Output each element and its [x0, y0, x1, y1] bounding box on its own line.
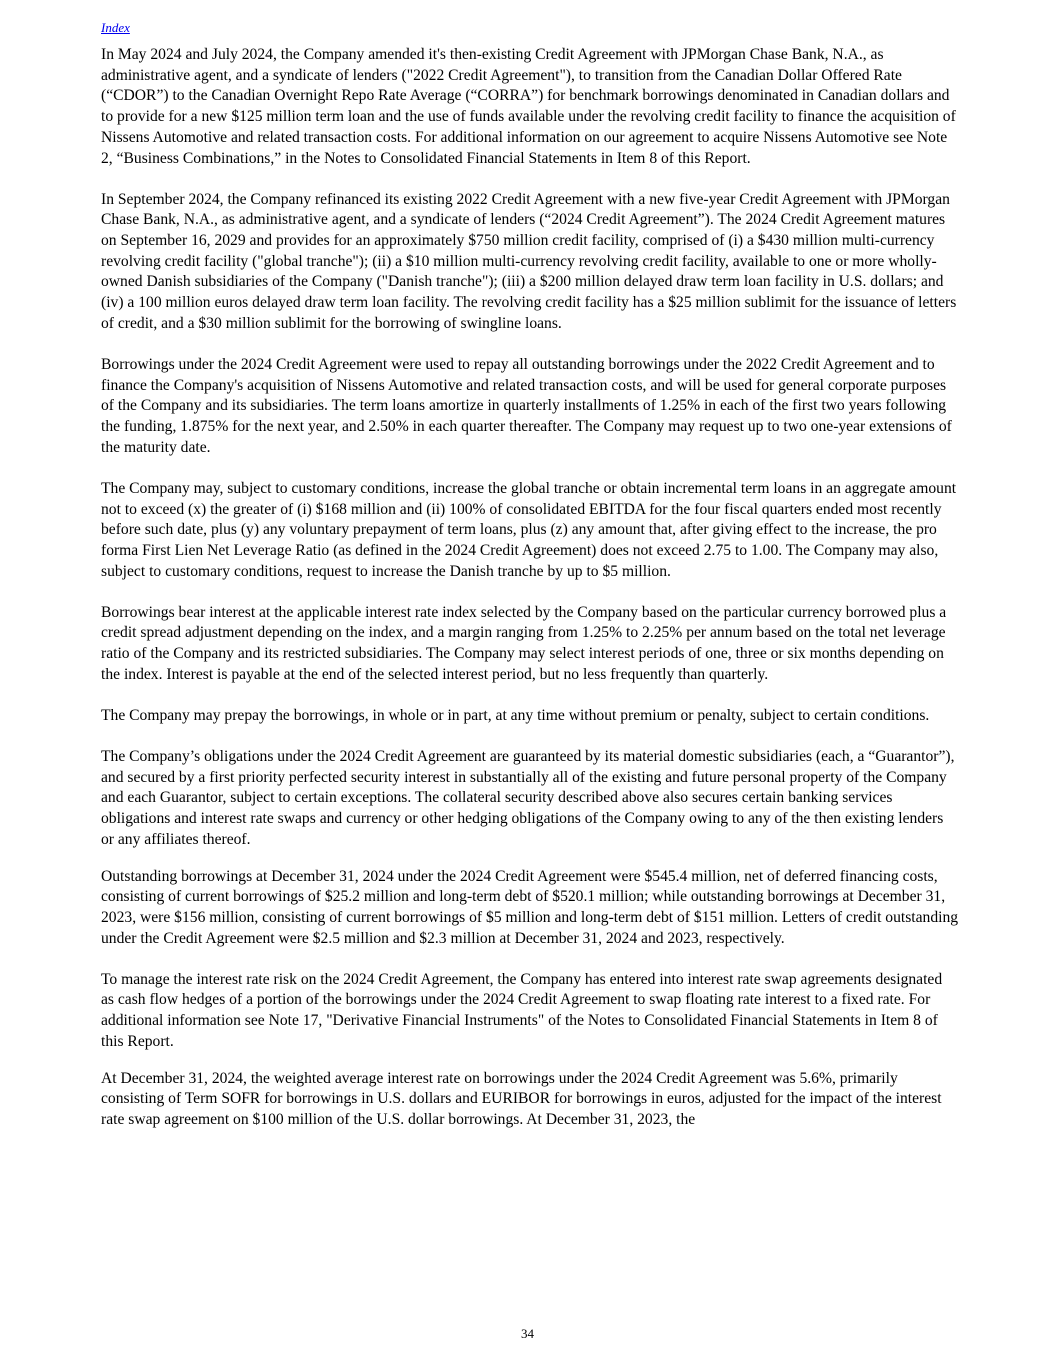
page-number: 34: [521, 1326, 534, 1341]
paragraph-interest-rates: Borrowings bear interest at the applicable interest rate index selected by the Company based on the particular currency borrowed plus a credit spread adjustment depending on the index, and a margin ranging from 1.25% to 2.25% per annum based on the total net leverage ratio of the Company and its restricted subsidiaries. The Company may select interest periods of one, three or six months depending on the index. Interest is payable at the end of the selected interest period, but no less frequently than quarterly.: [101, 603, 947, 683]
paragraph-weighted-average-rate: At December 31, 2024, the weighted average interest rate on borrowings under the 2024 Credit Agreement was 5.6%, primarily consisting of Term SOFR for borrowings in U.S. dollars and EURIBOR for borrowings in euros, adjusted for the impact of the interest rate swap agreement on $100 million of the U.S. dollar borrowings. At December 31, 2023, the: [101, 1069, 942, 1128]
paragraph-borrowings-use: Borrowings under the 2024 Credit Agreement were used to repay all outstanding borrowings under the 2022 Credit Agreement and to finance the Company's acquisition of Nissens Automotive and related transaction costs, and will be used for general corporate purposes of the Company and its subsidiaries. The term loans amortize in quarterly installments of 1.25% in each of the first two years following the funding, 1.875% for the next year, and 2.50% in each quarter thereafter. The Company may request up to two one-year extensions of the maturity date.: [101, 355, 952, 456]
document-body: [101, 45, 959, 1131]
paragraph-incremental-loans: The Company may, subject to customary conditions, increase the global tranche or obtain incremental term loans in an aggregate amount not to exceed (x) the greater of (i) $168 million and (ii) 100% of consolidated EBITDA for the four fiscal quarters ended most recently before such date, plus (y) any voluntary prepayment of term loans, plus (z) any amount that, after giving effect to the increase, the pro forma First Lien Net Leverage Ratio (as defined in the 2024 Credit Agreement) does not exceed 2.75 to 1.00. The Company may also, subject to customary conditions, request to increase the Danish tranche by up to $5 million.: [101, 479, 957, 580]
paragraph-prepayment: The Company may prepay the borrowings, in whole or in part, at any time without premium or penalty, subject to certain conditions.: [101, 706, 930, 724]
paragraph-interest-rate-swaps: To manage the interest rate risk on the 2024 Credit Agreement, the Company has entered into interest rate swap agreements designated as cash flow hedges of a portion of the borrowings under the 2024 Credit Agreement to swap floating rate interest to a fixed rate. For additional information see Note 17, "Derivative Financial Instruments" of the Notes to Consolidated Financial Statements in Item 8 of this Report.: [101, 970, 943, 1050]
paragraph-2022-credit-amendment: In May 2024 and July 2024, the Company amended it's then-existing Credit Agreement with JPMorgan Chase Bank, N.A., as administrative agent, and a syndicate of lenders ("2022 Credit Agreement"), to transition from the Canadian Dollar Offered Rate (“CDOR”) to the Canadian Overnight Repo Rate Average (“CORRA”) for benchmark borrowings denominated in Canadian dollars and to provide for a new $125 million term loan and the use of funds available under the revolving credit facility to finance the acquisition of Nissens Automotive and related transaction costs. For additional information on our agreement to acquire Nissens Automotive see Note 2, “Business Combinations,” in the Notes to Consolidated Financial Statements in Item 8 of this Report.: [101, 46, 956, 167]
paragraph-guarantees: The Company’s obligations under the 2024 Credit Agreement are guaranteed by its material domestic subsidiaries (each, a “Guarantor”), and secured by a first priority perfected security interest in substantially all of the existing and future personal property of the Company and each Guarantor, subject to certain exceptions. The collateral security described above also secures certain banking services obligations and interest rate swaps and currency or other hedging obligations of the Company owing to any of the then existing lenders or any affiliates thereof.: [101, 748, 955, 848]
paragraph-outstanding-borrowings: Outstanding borrowings at December 31, 2024 under the 2024 Credit Agreement were $545.4 million, net of deferred financing costs, consisting of current borrowings of $25.2 million and long-term debt of $520.1 million; while outstanding borrowings at December 31, 2023, were $156 million, consisting of current borrowings of $5 million and long-term debt of $151 million. Letters of credit outstanding under the Credit Agreement were $2.5 million and $2.3 million at December 31, 2024 and 2023, respectively.: [101, 867, 959, 947]
paragraph-2024-refinancing: In September 2024, the Company refinanced its existing 2022 Credit Agreement with a new five-year Credit Agreement with JPMorgan Chase Bank, N.A., as administrative agent, and a syndicate of lenders (“2024 Credit Agreement”). The 2024 Credit Agreement matures on September 16, 2029 and provides for an approximately $750 million credit facility, comprised of (i) a $430 million multi-currency revolving credit facility ("global tranche"); (ii) a $10 million multi-currency revolving credit facility, available to one or more wholly-owned Danish subsidiaries of the Company ("Danish tranche"); (iii) a $200 million delayed draw term loan facility in U.S. dollars; and (iv) a 100 million euros delayed draw term loan facility. The revolving credit facility has a $25 million sublimit for the issuance of letters of credit, and a $30 million sublimit for the borrowing of swingline loans.: [101, 190, 957, 332]
index-link[interactable]: Index: [101, 20, 130, 35]
